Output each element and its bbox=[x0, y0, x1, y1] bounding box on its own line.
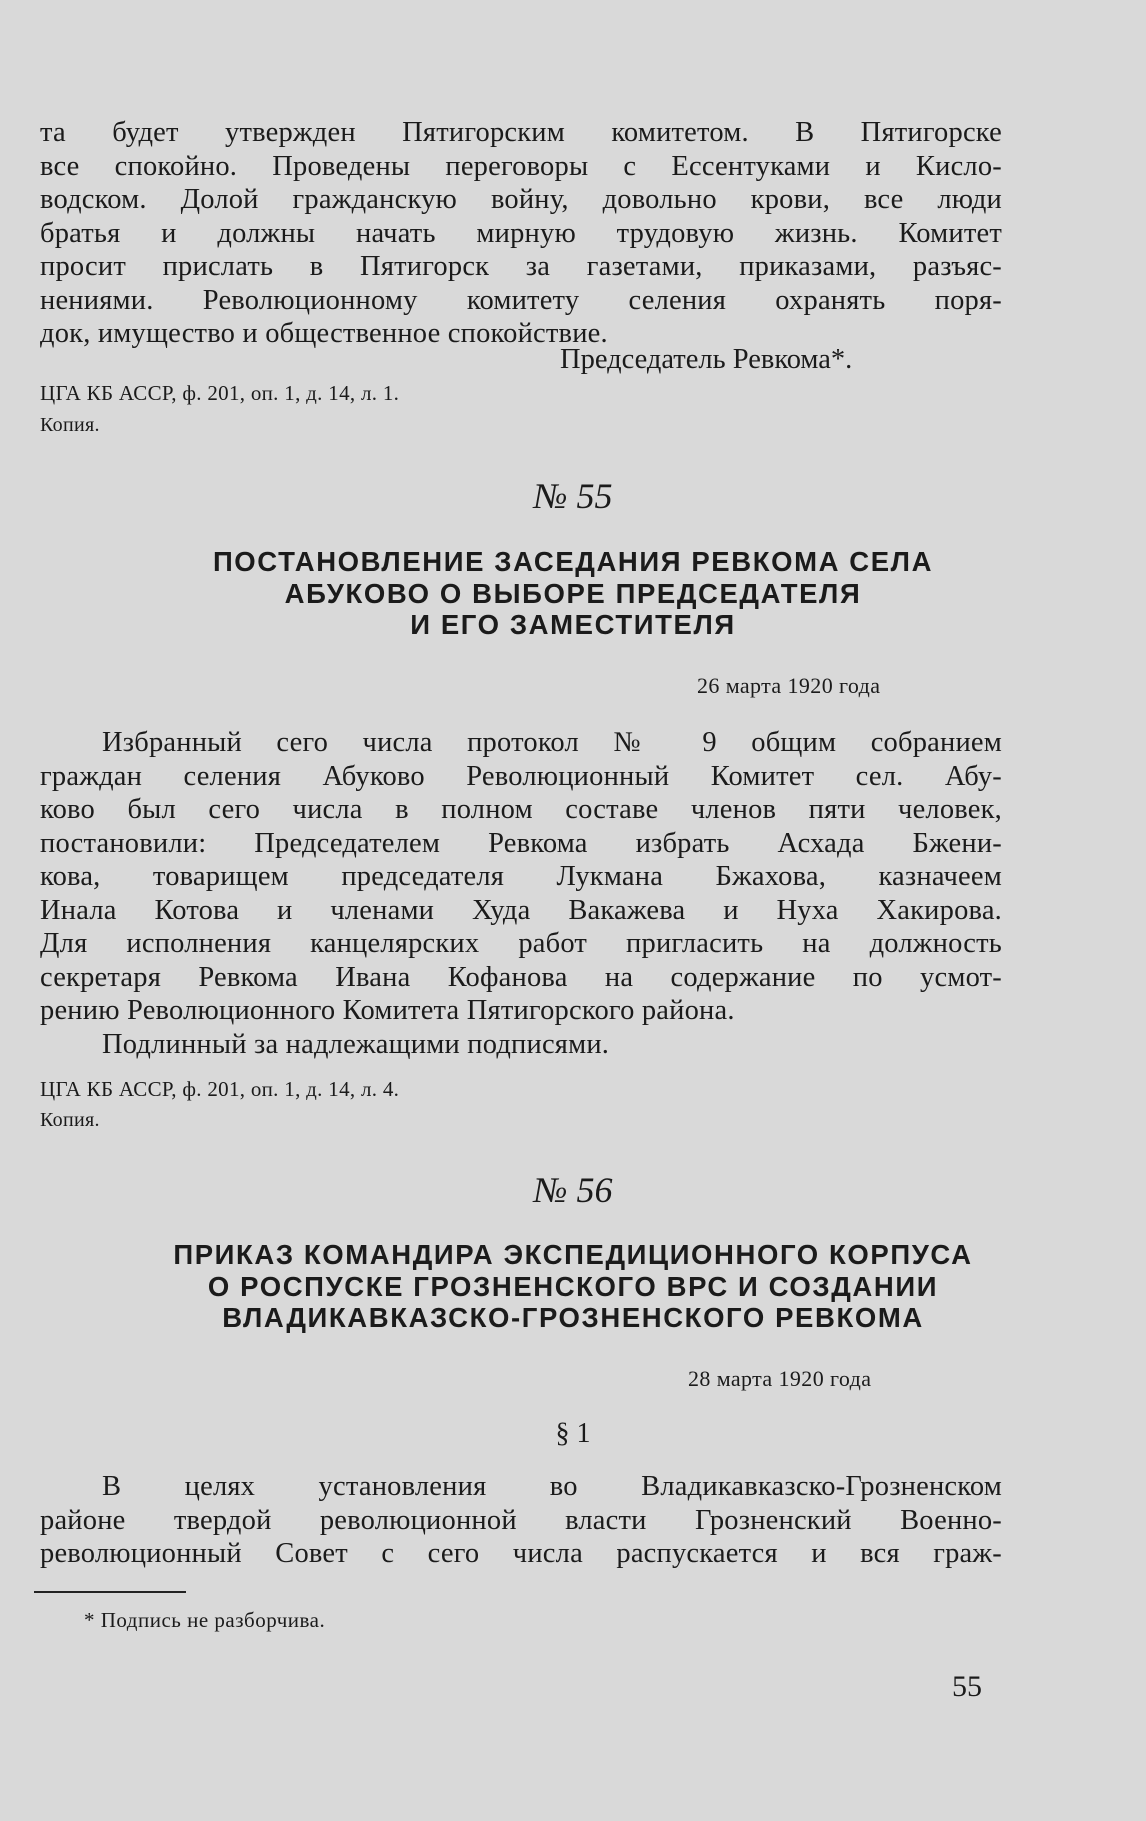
title-line: О РОСПУСКЕ ГРОЗНЕНСКОГО ВРС И СОЗДАНИИ bbox=[207, 1270, 939, 1302]
text-line: нениями. Революционному комитету селения охранять поря- bbox=[40, 284, 1002, 316]
archive-reference: ЦГА КБ АССР, ф. 201, оп. 1, д. 14, л. 4. bbox=[40, 1077, 400, 1101]
text-line: просит прислать в Пятигорск за газетами, приказами, разъяс- bbox=[40, 251, 1002, 282]
title-line: ПРИКАЗ КОМАНДИРА ЭКСПЕДИЦИОННОГО КОРПУСА bbox=[173, 1239, 973, 1270]
document-number: № 56 bbox=[533, 1170, 613, 1210]
copy-note: Копия. bbox=[40, 414, 100, 436]
text-line: постановили: Председателем Ревкома избрать Асхада Бжени- bbox=[40, 827, 1002, 859]
page-number: 55 bbox=[952, 1670, 982, 1703]
document-body bbox=[40, 726, 1002, 1061]
text-line: граждан селения Абуково Революционный Комитет сел. Абу- bbox=[40, 760, 1002, 792]
document-date: 28 марта 1920 года bbox=[688, 1366, 872, 1391]
section-mark: § 1 bbox=[555, 1418, 591, 1449]
footnote-divider bbox=[34, 1591, 186, 1593]
text-line: революционный Совет с сего числа распускается и вся граж- bbox=[40, 1538, 1002, 1569]
footnote: * Подпись не разборчива. bbox=[84, 1608, 326, 1632]
text-line: районе твердой революционной власти Грозненский Военно- bbox=[40, 1504, 1002, 1536]
title-line: И ЕГО ЗАМЕСТИТЕЛЯ bbox=[410, 609, 736, 640]
document-date: 26 марта 1920 года bbox=[697, 673, 881, 698]
text-line: братья и должны начать мирную трудовую жизнь. Комитет bbox=[40, 217, 1002, 249]
title-line: ПОСТАНОВЛЕНИЕ ЗАСЕДАНИЯ РЕВКОМА СЕЛА bbox=[212, 546, 934, 577]
text-line: Для исполнения канцелярских работ пригласить на должность bbox=[40, 928, 1002, 959]
text-line: Подлинный за надлежащими подписями. bbox=[102, 1028, 610, 1060]
text-line: все спокойно. Проведены переговоры с Ессентуками и Кисло- bbox=[40, 150, 1002, 182]
text-line: ково был сего числа в полном составе членов пяти человек, bbox=[40, 794, 1002, 825]
text-line: Инала Котова и членами Худа Вакажева и Нуха Хакирова. bbox=[40, 894, 1002, 926]
intro-paragraph bbox=[40, 116, 1002, 351]
text-line: секретаря Ревкома Ивана Кофанова на содержание по усмот- bbox=[40, 961, 1002, 993]
document-title bbox=[20, 546, 1126, 641]
text-line: В целях установления во Владикавказско-Грозненском bbox=[102, 1471, 1002, 1502]
text-line: водском. Долой гражданскую войну, довольно крови, все люди bbox=[40, 184, 1002, 215]
title-line: АБУКОВО О ВЫБОРЕ ПРЕДСЕДАТЕЛЯ bbox=[284, 577, 862, 609]
document-number: № 55 bbox=[533, 476, 613, 516]
text-line: кова, товарищем председателя Лукмана Бжахова, казначеем bbox=[40, 861, 1002, 892]
archive-reference: ЦГА КБ АССР, ф. 201, оп. 1, д. 14, л. 1. bbox=[40, 381, 400, 405]
text-line: Избранный сего числа протокол № 9 общим собранием bbox=[102, 727, 1002, 758]
text-line: та будет утвержден Пятигорским комитетом. В Пятигорске bbox=[40, 117, 1002, 148]
text-line: рению Революционного Комитета Пятигорского района. bbox=[40, 995, 735, 1026]
signature: Председатель Ревкома*. bbox=[560, 344, 853, 375]
copy-note: Копия. bbox=[40, 1109, 100, 1131]
document-title bbox=[20, 1239, 1126, 1334]
text-line: док, имущество и общественное спокойствие. bbox=[40, 318, 608, 349]
document-body bbox=[40, 1470, 1002, 1571]
title-line: ВЛАДИКАВКАЗСКО-ГРОЗНЕНСКОГО РЕВКОМА bbox=[222, 1302, 924, 1333]
